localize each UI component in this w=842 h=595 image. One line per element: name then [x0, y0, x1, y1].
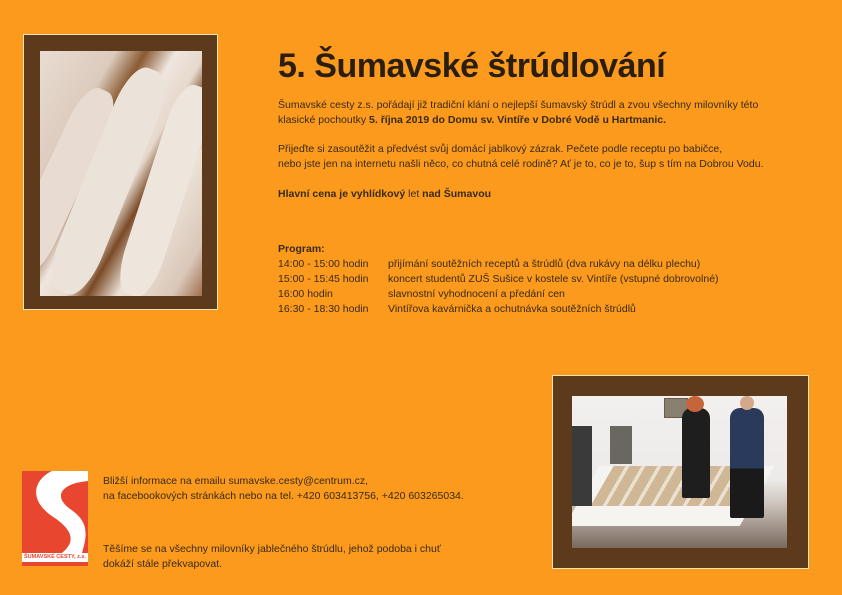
program-desc: slavnostní vyhodnocení a předání cen: [388, 288, 565, 300]
program-desc: přijímání soutěžních receptů a štrúdlů (dva rukávy na délku plechu): [388, 258, 701, 270]
prize-plain: let: [405, 188, 423, 200]
program-time: 14:00 - 15:00 hodin: [278, 258, 369, 270]
program-item: [278, 287, 719, 302]
closing-message: [103, 542, 441, 572]
contact-info: [103, 474, 464, 504]
prize-bold-2: nad Šumavou: [422, 188, 492, 200]
strudel-tasting-table-photo: [572, 396, 787, 548]
program-item: [278, 272, 719, 287]
sumavske-cesty-logo: [22, 471, 88, 566]
invite-paragraph: [278, 142, 764, 172]
main-prize: [278, 187, 491, 202]
intro-line-1: Šumavské cesty z.s. pořádají již tradiční klání o nejlepší šumavský štrúdl a zvou všechny milovníky této: [278, 99, 759, 111]
intro-line-2-plain: klasické pochoutky: [278, 114, 370, 126]
program-item: [278, 302, 719, 317]
intro-paragraph: [278, 98, 758, 128]
logo-text: ŠUMAVSKÉ CESTY, z.s.: [24, 554, 86, 560]
logo-bar: [22, 562, 88, 566]
closing-line-1: Těšíme se na všechny milovníky jablečného štrúdlu, jehož podoba i chuť: [103, 543, 441, 555]
invite-line-2: nebo jste jen na internetu našli něco, co chutná celé rodině? Ať je to, co je to, šup s tím na Dobrou Vodu.: [278, 158, 764, 170]
logo-s-road-icon: [22, 471, 88, 566]
program-time: 15:00 - 15:45 hodin: [278, 273, 369, 285]
program-time: 16:00 hodin: [278, 288, 333, 300]
strudel-closeup-photo: [40, 51, 202, 296]
intro-line-2: [278, 113, 758, 128]
program-time: 16:30 - 18:30 hodin: [278, 303, 369, 315]
program-heading: Program:: [278, 243, 325, 255]
program-desc: koncert studentů ZUŠ Sušice v kostele sv. Vintíře (vstupné dobrovolné): [388, 273, 719, 285]
contact-line-1: Bližší informace na emailu sumavske.cesty@centrum.cz,: [103, 475, 369, 487]
program-desc: Vintířova kavárnička a ochutnávka soutěžních štrúdlů: [388, 303, 636, 315]
contact-line-2: na facebookových stránkách nebo na tel. +420 603413756, +420 603265034.: [103, 490, 464, 502]
closing-line-2: dokáží stále překvapovat.: [103, 558, 223, 570]
program-section: [278, 242, 719, 317]
prize-bold-1: Hlavní cena je vyhlídkový: [278, 188, 406, 200]
event-date-location: 5. října 2019 do Domu sv. Vintíře v Dobré Vodě u Hartmanic.: [369, 114, 667, 126]
page-title: 5. Šumavské štrúdlování: [278, 47, 666, 85]
invite-line-1: Přijeďte si zasoutěžit a předvést svůj domácí jablkový zázrak. Pečete podle receptu po babičce,: [278, 143, 723, 155]
program-item: [278, 257, 719, 272]
